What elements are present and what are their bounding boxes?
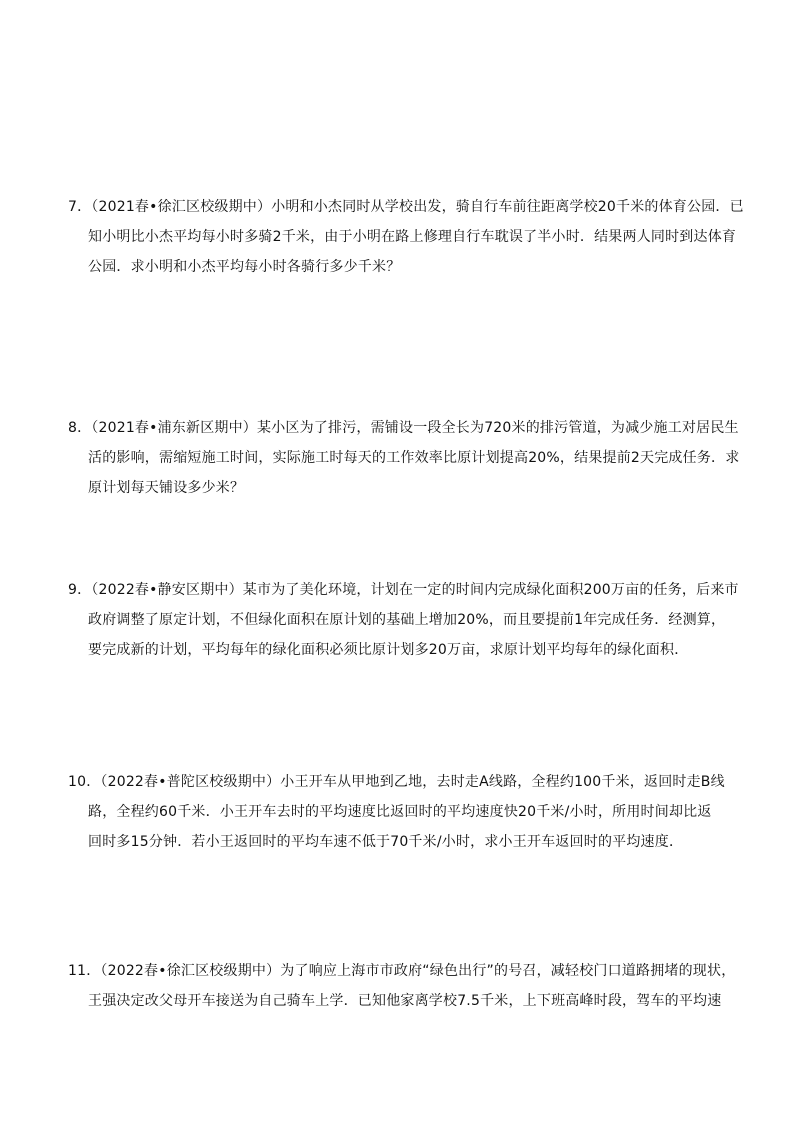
problem-7-line-2: 知小明比小杰平均每小时多骑2千米，由于小明在路上修理自行车耽误了半小时．结果两人同时到达体育 bbox=[88, 229, 737, 245]
problem-10-line-2: 路，全程约60千米．小王开车去时的平均速度比返回时的平均速度快20千米/小时，所用时间却比返 bbox=[88, 804, 712, 820]
problem-7 bbox=[68, 192, 748, 282]
problem-7-line-3: 公园．求小明和小杰平均每小时各骑行多少千米？ bbox=[88, 259, 401, 275]
problem-8-line-2: 活的影响，需缩短施工时间，实际施工时每天的工作效率比原计划提高20%，结果提前2天完成任务．求 bbox=[88, 450, 740, 466]
problem-10 bbox=[68, 767, 748, 857]
problem-9-line-1: 9．（2022春•静安区期中）某市为了美化环境，计划在一定的时间内完成绿化面积200万亩的任务，后来市 bbox=[68, 582, 739, 598]
problem-9-line-3: 要完成新的计划，平均每年的绿化面积必须比原计划多20万亩，求原计划平均每年的绿化面积． bbox=[88, 642, 689, 658]
problem-8-line-3: 原计划每天铺设多少米？ bbox=[88, 480, 245, 496]
problem-8 bbox=[68, 413, 748, 503]
problem-10-line-1: 10．（2022春•普陀区校级期中）小王开车从甲地到乙地，去时走A线路，全程约100千米，返回时走B线 bbox=[68, 774, 725, 790]
problem-10-line-3: 回时多15分钟．若小王返回时的平均车速不低于70千米/小时，求小王开车返回时的平均速度． bbox=[88, 834, 684, 850]
problem-11-line-2: 王强决定改父母开车接送为自己骑车上学．已知他家离学校7.5千米，上下班高峰时段，驾车的平均速 bbox=[88, 993, 722, 1009]
problem-11-line-1: 11．（2022春•徐汇区校级期中）为了响应上海市市政府“绿色出行”的号召，减轻校门口道路拥堵的现状， bbox=[68, 963, 736, 979]
problem-8-line-1: 8．（2021春•浦东新区期中）某小区为了排污，需铺设一段全长为720米的排污管道，为减少施工对居民生 bbox=[68, 420, 739, 436]
problem-9 bbox=[68, 575, 748, 665]
problem-9-line-2: 政府调整了原定计划，不但绿化面积在原计划的基础上增加20%，而且要提前1年完成任务．经测算， bbox=[88, 612, 726, 628]
problem-11 bbox=[68, 956, 748, 1016]
problem-7-line-1: 7．（2021春•徐汇区校级期中）小明和小杰同时从学校出发，骑自行车前往距离学校20千米的体育公园．已 bbox=[68, 199, 744, 215]
